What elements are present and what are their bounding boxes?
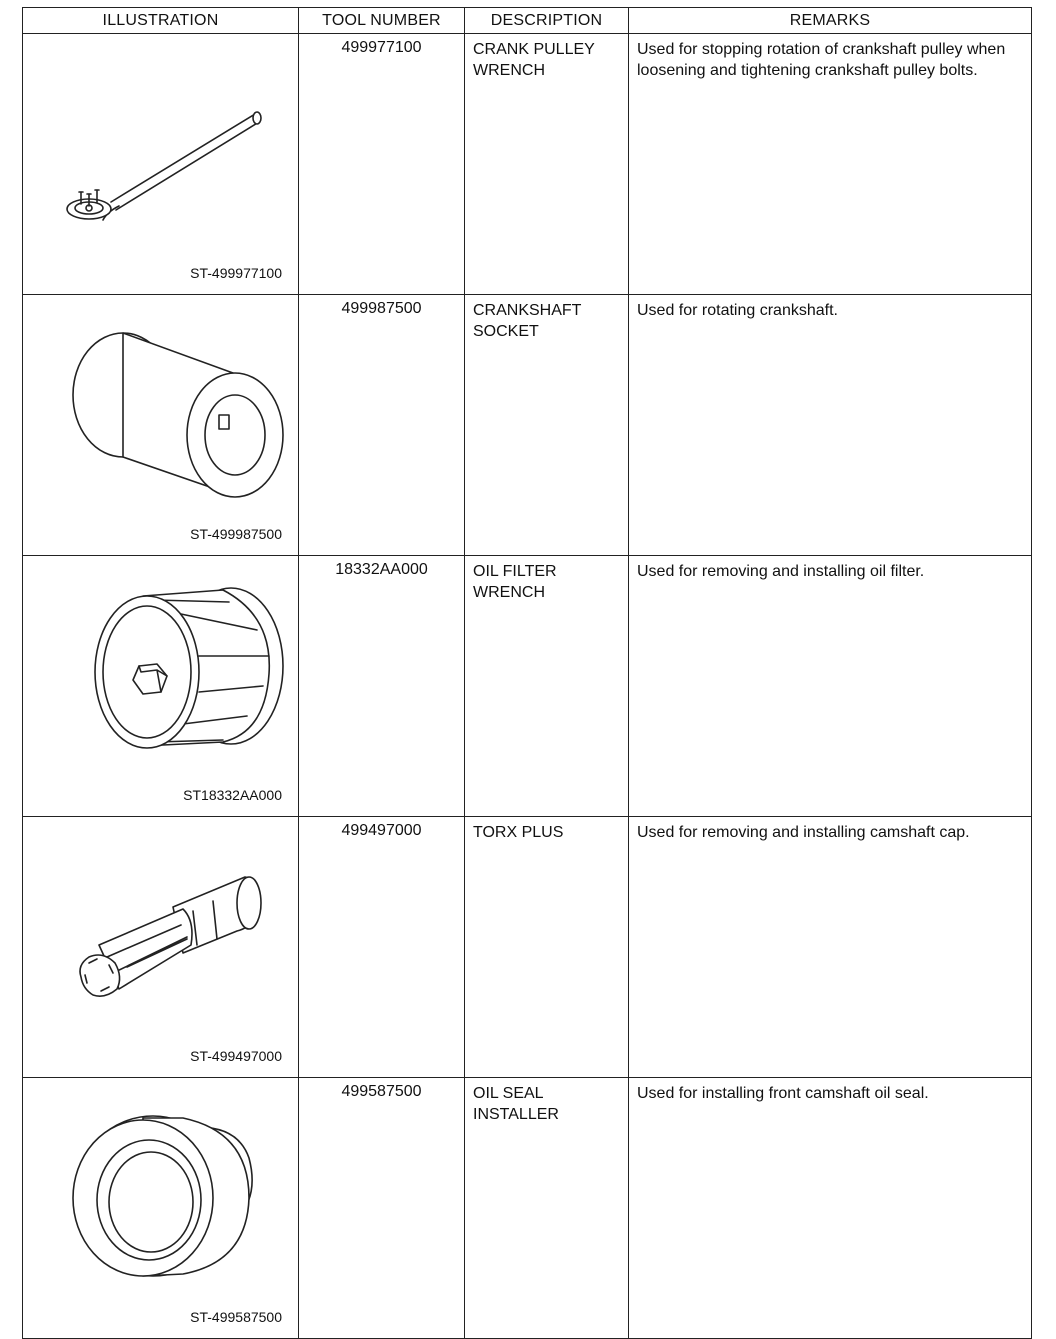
table-row — [23, 295, 1032, 556]
remarks-cell: Used for installing front camshaft oil seal. — [629, 1078, 1032, 1339]
header-illustration: ILLUSTRATION — [23, 8, 299, 34]
torx-plus-bit-icon — [23, 817, 299, 1072]
header-tool-number: TOOL NUMBER — [299, 8, 465, 34]
remarks-cell: Used for removing and installing camshaft cap. — [629, 817, 1032, 1078]
illustration-code: ST-499587500 — [190, 1309, 282, 1325]
description-cell: OIL SEAL INSTALLER — [465, 1078, 629, 1339]
table-row — [23, 556, 1032, 817]
table-row — [23, 1078, 1032, 1339]
table-row — [23, 34, 1032, 295]
oil-seal-installer-icon — [23, 1078, 299, 1333]
tool-number-cell: 18332AA000 — [299, 556, 465, 817]
illustration-cell — [23, 817, 299, 1078]
illustration-cell — [23, 1078, 299, 1339]
crankshaft-socket-icon — [23, 295, 299, 550]
illustration-cell — [23, 295, 299, 556]
header-description: DESCRIPTION — [465, 8, 629, 34]
description-cell: CRANKSHAFT SOCKET — [465, 295, 629, 556]
tool-number-cell: 499587500 — [299, 1078, 465, 1339]
remarks-cell: Used for rotating crankshaft. — [629, 295, 1032, 556]
tool-number-cell: 499497000 — [299, 817, 465, 1078]
remarks-cell: Used for removing and installing oil filter. — [629, 556, 1032, 817]
description-cell: CRANK PULLEY WRENCH — [465, 34, 629, 295]
tool-number-cell: 499977100 — [299, 34, 465, 295]
remarks-cell: Used for stopping rotation of crankshaft pulley when loosening and tightening crankshaft pulley bolts. — [629, 34, 1032, 295]
illustration-code: ST-499497000 — [190, 1048, 282, 1064]
oil-filter-wrench-icon — [23, 556, 299, 811]
illustration-cell — [23, 34, 299, 295]
illustration-code: ST18332AA000 — [183, 787, 282, 803]
illustration-cell — [23, 556, 299, 817]
header-remarks: REMARKS — [629, 8, 1032, 34]
header-row — [23, 8, 1032, 34]
table-row — [23, 817, 1032, 1078]
illustration-code: ST-499987500 — [190, 526, 282, 542]
special-tools-table — [22, 7, 1032, 1339]
description-cell: OIL FILTER WRENCH — [465, 556, 629, 817]
description-cell: TORX PLUS — [465, 817, 629, 1078]
crank-pulley-wrench-icon — [23, 34, 299, 289]
illustration-code: ST-499977100 — [190, 265, 282, 281]
tool-number-cell: 499987500 — [299, 295, 465, 556]
